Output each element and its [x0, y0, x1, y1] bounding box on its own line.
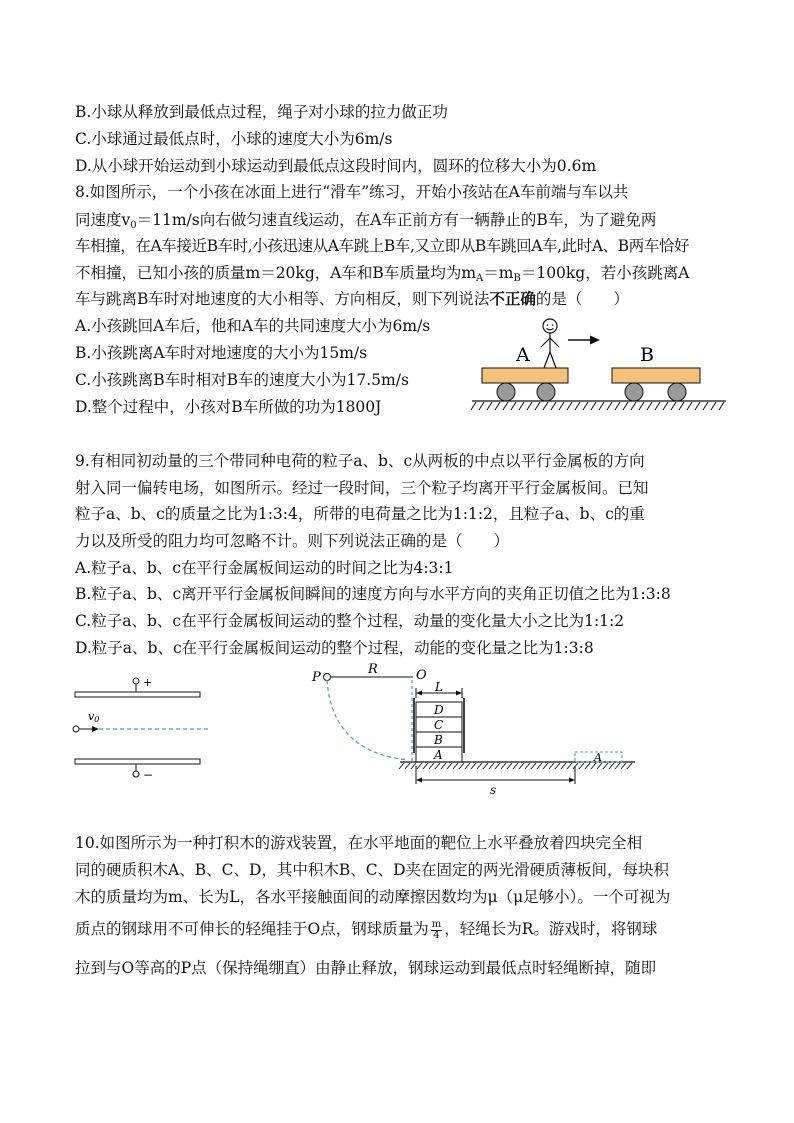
distance-label: s [490, 783, 497, 797]
q8-option-b: B.小孩跳离A车时对地速度的大小为15m/s [75, 344, 368, 362]
radius-label: R [368, 662, 378, 677]
q8-stem-line-5: 车与跳离B车时对地速度的大小相等、方向相反，则下列说法不正确的是（ ） [75, 289, 629, 308]
plus-sign: + [143, 676, 153, 689]
q9-option-a: A.粒子a、b、c在平行金属板间运动的时间之比为4:3:1 [75, 559, 454, 577]
q9-option-c: C.粒子a、b、c在平行金属板间运动的整个过程，动量的变化量大小之比为1:1:2 [75, 612, 625, 630]
q9-option-b: B.粒子a、b、c离开平行金属板间瞬间的速度方向与水平方向的夹角正切值之比为1:3:8 [75, 585, 671, 603]
q10-stem-line-4: 质点的钢球用不可伸长的轻绳挂于O点，钢球质量为 $\frac{m}{4}$ ，轻绳长为R。游戏时，将钢球 [75, 918, 658, 941]
cart-b-body [612, 368, 700, 383]
q8-stem-line-1: 8.如图所示，一个小孩在冰面上进行“滑车”练习，开始小孩站在A车前端与车以共 [75, 183, 629, 201]
q8-option-c: C.小孩跳离B车时相对B车的速度大小为17.5m/s [75, 371, 409, 389]
cart-b-wheel [668, 383, 686, 401]
q9-stem-line-3: 粒子a、b、c的质量之比为1:3:4，所带的电荷量之比为1:1:2，且粒子a、b、c的重 [75, 505, 645, 523]
top-plate [75, 692, 200, 697]
bottom-plate [75, 759, 200, 764]
q7-option-d: D.从小球开始运动到小球运动到最低点这段时间内，圆环的位移大小为0.6m [75, 157, 597, 175]
length-label: L [435, 680, 443, 694]
child-figure [541, 319, 559, 368]
fraction-m-over-4: $\frac{m}{4}$ [431, 918, 442, 941]
q9-stem-line-2: 射入同一偏转电场，如图所示。经过一段时间，三个粒子均离开平行金属板间。已知 [75, 479, 649, 497]
cart-b-wheel [625, 383, 643, 401]
cart-a-wheel [537, 383, 555, 401]
q8-option-a: A.小孩跳回A车后，他和A车的共同速度大小为6m/s [75, 317, 431, 335]
swing-arc [327, 680, 408, 760]
q8-stem-line-3: 车相撞，在A车接近B车时,小孩迅速从A车跳上B车,又立即从B车跳回A车,此时A、B两车恰好 [75, 237, 690, 255]
cart-a-body [482, 368, 568, 383]
q7-option-b: B.小球从释放到最低点过程，绳子对小球的拉力做正功 [75, 103, 448, 121]
q10-stem-line-5: 拉到与O等高的P点（保持绳绷直）由静止释放，钢球运动到最低点时轻绳断掉，随即 [75, 959, 657, 977]
q9-stem-line-4: 力以及所受的阻力均可忽略不计。则下列说法正确的是（ ） [75, 532, 510, 550]
cart-a-wheel [497, 383, 515, 401]
minus-sign: − [143, 768, 154, 782]
q9-option-d: D.粒子a、b、c在平行金属板间运动的整个过程，动能的变化量之比为1:3:8 [75, 639, 594, 657]
block-b-label: B [434, 733, 443, 747]
q10-block-game-figure [310, 662, 640, 802]
cart-a-label: A [516, 344, 530, 366]
q8-stem-line-2: 同速度$v_0=11m/s$向右做匀速直线运动，在A车正前方有一辆静止的B车，为了避免两 [75, 211, 657, 231]
q9-parallel-plates-figure [70, 670, 210, 785]
point-o-label: O [416, 668, 427, 683]
q8-carts-figure [470, 316, 730, 416]
q8-option-d: D.整个过程中，小孩对B车所做的功为1800J [75, 398, 382, 416]
q8-stem-line-4: 不相撞，已知小孩的质量m＝20kg，A车和B车质量均为$m_A=m_B=100kg$，若小孩跳离A [75, 264, 690, 284]
block-a-label: A [434, 748, 443, 762]
cart-b-label: B [640, 344, 654, 366]
block-d-label: D [434, 703, 444, 717]
q9-stem-line-1: 9.有相同初动量的三个带同种电荷的粒子a、b、c从两板的中点以平行金属板的方向 [75, 452, 645, 470]
q7-option-c: C.小球通过最低点时，小球的速度大小为6m/s [75, 130, 393, 148]
v0-label: v0 [88, 710, 100, 724]
steel-ball [324, 674, 331, 681]
target-block-label: A [594, 751, 602, 764]
q10-stem-line-1: 10.如图所示为一种打积木的游戏装置，在水平地面的靶位上水平叠放着四块完全相 [75, 834, 643, 852]
block-c-label: C [434, 718, 444, 732]
velocity-arrow-icon [568, 336, 600, 345]
q10-stem-line-3: 木的质量均为m、长为L，各水平接触面间的动摩擦因数均为μ（μ足够小）。一个可视为 [75, 888, 671, 906]
q10-stem-line-2: 同的硬质积木A、B、C、D，其中积木B、C、D夹在固定的两光滑硬质薄板间，每块积 [75, 861, 670, 879]
point-p-label: P [312, 670, 321, 685]
